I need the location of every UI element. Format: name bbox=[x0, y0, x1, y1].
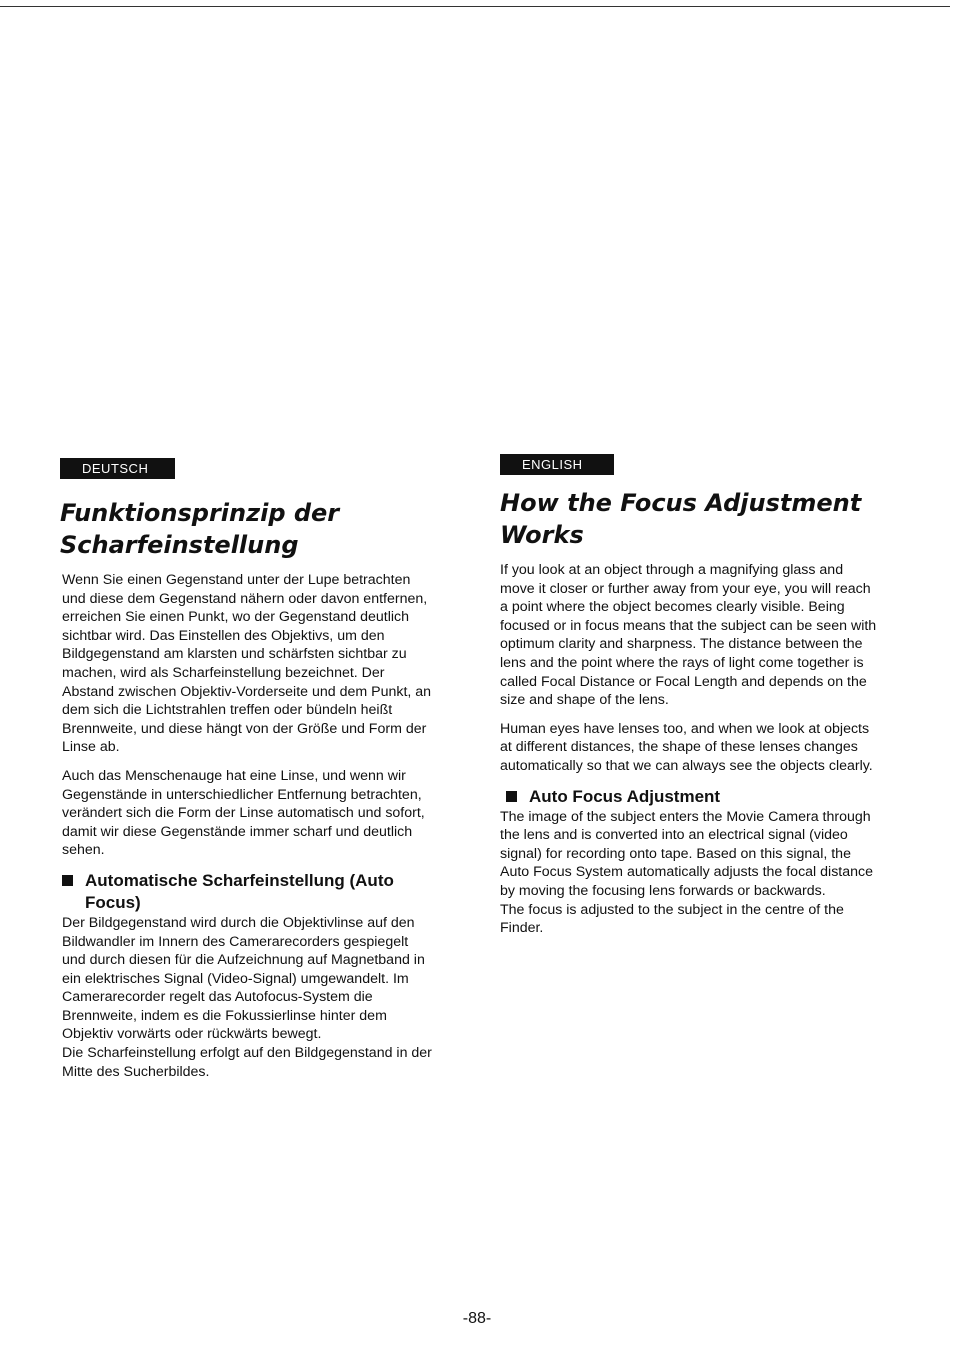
language-tab-english: ENGLISH bbox=[500, 454, 614, 475]
english-subheading-text: Auto Focus Adjustment bbox=[529, 786, 721, 806]
german-paragraph-1: Wenn Sie einen Gegenstand unter der Lupe betrachten und diese dem Gegenstand nähern oder davon entfernen, erreichen Sie einen Punkt, wo der Gegenstand deutlich sichtbar wird. Das Einstellen des Objektivs, um den Bildgegenstand am klarsten und schärfsten sichtbar zu machen, wird als Scharfeinstellung bezeichnet. Der Abstand zwischen Objektiv-Vorderseite und dem Punkt, an dem sich die Lichtstrahlen treffen oder bündeln heißt Brennweite, und diese hängt von der Größe und Form der Linse ab. bbox=[62, 572, 432, 756]
english-subheading bbox=[500, 786, 880, 808]
german-sub-paragraph-1: Der Bildgegenstand wird durch die Objektivlinse auf den Bildwandler im Innern des Camerarecorders gespiegelt und durch diesen für die Aufzeichnung auf Magnetband in ein elektrisches Signal (Video-Signal) umgewandelt. Im Camerarecorder regelt das Autofocus-System die Brennweite, indem es die Fokussierlinse hinter dem Objektiv vorwärts oder rückwärts bewegt. bbox=[62, 914, 425, 1043]
english-paragraph-1: If you look at an object through a magnifying glass and move it closer or further away from your eye, you will reach a point where the object becomes clearly visible. Being focused or in focus means that the subject can be seen with optimum clarity and sharpness. The distance between the lens and the point where the rays of light come together is called Focal Distance or Focal Length and depends on the size and shape of the lens. bbox=[500, 562, 877, 709]
square-bullet-icon bbox=[506, 791, 517, 802]
top-rule bbox=[0, 6, 950, 7]
square-bullet-icon bbox=[62, 875, 73, 886]
german-paragraph-2: Auch das Menschenauge hat eine Linse, und wenn wir Gegenstände in unterschiedlicher Entfernung betrachten, verändert sich die Form der Linse automatisch und sofort, damit wir diese Gegenstände immer scharf und deutlich sehen. bbox=[62, 767, 425, 859]
page-number: -88- bbox=[462, 1310, 492, 1327]
german-sub-paragraph-2: Die Scharfeinstellung erfolgt auf den Bildgegenstand in der Mitte des Sucherbildes. bbox=[62, 1045, 432, 1080]
english-column bbox=[500, 454, 880, 948]
english-sub-paragraph-1: The image of the subject enters the Movie Camera through the lens and is converted into an electrical signal (video signal) for recording onto tape. Based on this signal, the Auto Focus System automatically adjusts the focal distance by moving the focusing lens forwards or backwards. bbox=[500, 808, 873, 899]
english-paragraph-2: Human eyes have lenses too, and when we look at objects at different distances, the shape of these lenses changes automatically so that we can always see the objects clearly. bbox=[500, 720, 873, 774]
german-subheading bbox=[60, 870, 435, 914]
language-tab-deutsch: DEUTSCH bbox=[60, 458, 175, 479]
german-subheading-text: Automatische Scharfeinstellung (Auto Focus) bbox=[85, 870, 394, 912]
english-sub-paragraph-2: The focus is adjusted to the subject in the centre of the Finder. bbox=[500, 901, 844, 937]
english-title: How the Focus Adjustment Works bbox=[500, 489, 862, 549]
german-column bbox=[60, 458, 435, 1091]
german-title: Funktionsprinzip der Scharfeinstellung bbox=[60, 499, 340, 559]
